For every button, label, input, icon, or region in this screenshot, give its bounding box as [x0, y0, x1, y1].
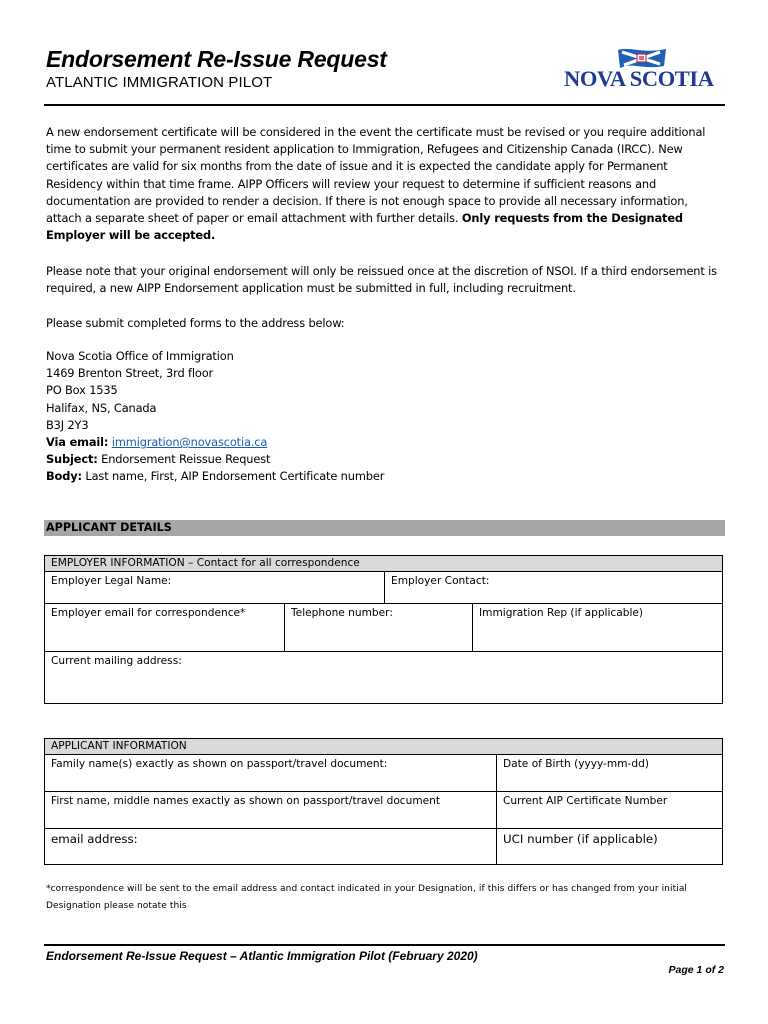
employer-email-field[interactable]: Employer email for correspondence* [45, 604, 285, 652]
header-divider [44, 104, 725, 106]
intro-paragraph-1: A new endorsement certificate will be considered in the event the certificate must be revised or you require additional time to submit your permanent resident application to Immigration, Refugees and Citizenship Canada (IRCC). New certificates are valid for six months from the date of issue and it is expected the candidate apply for Permanent Residency within that time frame. AIPP Officers will review your request to determine if sufficient reasons and documentation are provided to render a decision. If there is not enough space to provide all necessary information, attach a separate sheet of paper or email attachment with further details. Only requests from the Designated Employer will be accepted. [46, 125, 706, 243]
address-line: Nova Scotia Office of Immigration [46, 349, 234, 363]
employer-legal-name-field[interactable]: Employer Legal Name: [45, 572, 385, 604]
logo-wordmark: NOVA SCOTIA [564, 66, 714, 91]
mailing-address-field[interactable]: Current mailing address: [45, 652, 723, 704]
nova-scotia-logo [564, 44, 724, 94]
address-line: PO Box 1535 [46, 383, 118, 398]
document-subtitle: ATLANTIC IMMIGRATION PILOT [46, 74, 273, 91]
document-title: Endorsement Re-Issue Request [46, 46, 387, 72]
body-line: Body: Last name, First, AIP Endorsement Certificate number [46, 469, 385, 484]
email-link[interactable]: immigration@novascotia.ca [111, 435, 268, 450]
subject-line: Subject: Endorsement Reissue Request [46, 452, 271, 467]
page-number: Page 1 of 2 [668, 964, 724, 976]
intro-paragraph-2: Please note that your original endorsement will only be reissued once at the discretion of NSOI. If a third endorsement is required, a new AIPP Endorsement application must be submitted in full, including recruitment. [46, 264, 717, 296]
applicant-table-header: APPLICANT INFORMATION [45, 739, 723, 755]
employer-table-header: EMPLOYER INFORMATION – Contact for all correspondence [45, 556, 723, 572]
family-name-field[interactable]: Family name(s) exactly as shown on passport/travel document: [45, 755, 497, 792]
applicant-email-field[interactable]: email address: [45, 829, 497, 865]
date-of-birth-field[interactable]: Date of Birth (yyyy-mm-dd) [497, 755, 723, 792]
uci-number-field[interactable]: UCI number (if applicable) [497, 829, 723, 865]
mailing-address-block [46, 348, 726, 486]
applicant-details-heading: APPLICANT DETAILS [44, 520, 725, 536]
employer-contact-field[interactable]: Employer Contact: [385, 572, 723, 604]
immigration-rep-field[interactable]: Immigration Rep (if applicable) [473, 604, 723, 652]
first-name-field[interactable]: First name, middle names exactly as shown on passport/travel document [45, 792, 497, 829]
correspondence-footnote: *correspondence will be sent to the email address and contact indicated in your Designation, if this differs or has changed from your initial Designation please notate this [46, 884, 688, 911]
telephone-number-field[interactable]: Telephone number: [285, 604, 473, 652]
email-line: Via email: immigration@novascotia.ca [46, 435, 268, 450]
employer-information-table [44, 555, 723, 704]
footer-divider [44, 944, 725, 946]
intro-paragraph-3: Please submit completed forms to the address below: [46, 316, 345, 330]
address-line: Halifax, NS, Canada [46, 400, 157, 415]
certificate-number-field[interactable]: Current AIP Certificate Number [497, 792, 723, 829]
address-line: B3J 2Y3 [46, 417, 89, 432]
address-line: 1469 Brenton Street, 3rd floor [46, 366, 214, 381]
applicant-information-table [44, 738, 723, 865]
footer-text: Endorsement Re-Issue Request – Atlantic Immigration Pilot (February 2020) [46, 949, 478, 963]
